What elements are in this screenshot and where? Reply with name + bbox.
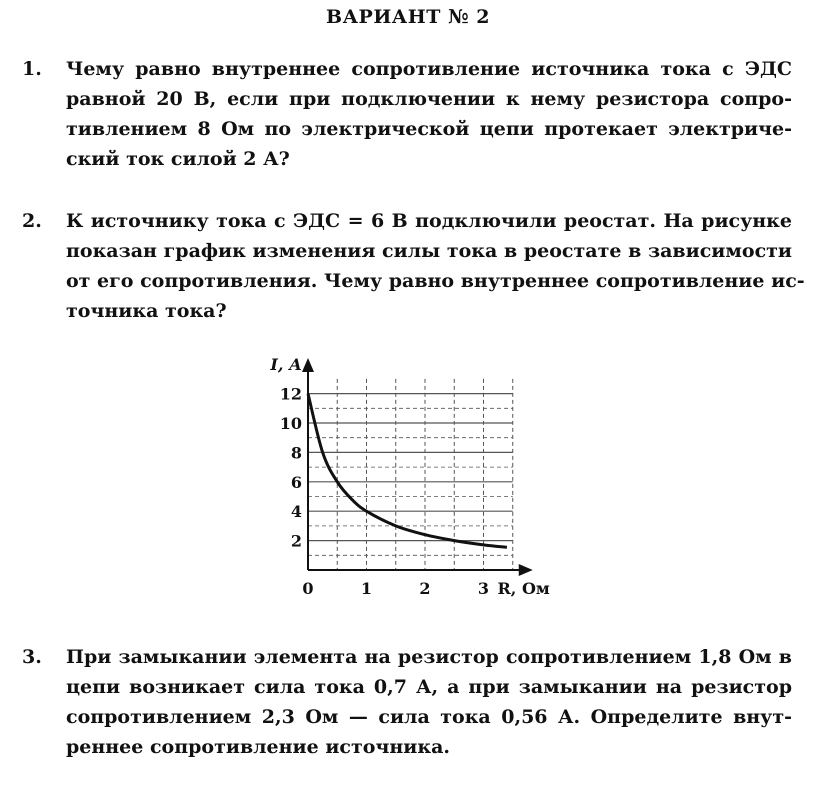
y-axis-arrow <box>302 358 314 372</box>
problem-text-line: тивлением 8 Ом по электрической цепи протекает электриче- <box>66 118 792 140</box>
current-curve <box>308 394 507 548</box>
chart-tick-labels <box>280 385 489 598</box>
y-tick-label: 10 <box>279 414 302 433</box>
problem-text-line: реннее сопротивление источника. <box>66 736 450 758</box>
x-axis-label: R, Ом <box>497 579 550 598</box>
x-tick-label: 1 <box>360 579 373 598</box>
problem-text-line: от его сопротивления. Чему равно внутреннее сопротивление ис- <box>66 270 805 292</box>
y-tick-label: 12 <box>279 384 302 404</box>
problem-text-line: точника тока? <box>66 300 227 322</box>
problem-text-line: При замыкании элемента на резистор сопротивлением 1,8 Ом в <box>66 646 792 668</box>
current-vs-resistance-chart <box>240 352 570 602</box>
x-tick-label: 0 <box>302 579 314 598</box>
problem-2 <box>22 206 805 326</box>
problem-number: 1. <box>22 58 42 80</box>
chart-grid <box>308 379 513 570</box>
y-tick-label: 6 <box>290 472 302 492</box>
x-tick-label: 2 <box>419 579 431 598</box>
problem-text-line: равной 20 В, если при подключении к нему резистора сопро- <box>66 88 792 110</box>
problem-1 <box>22 54 792 174</box>
y-axis-label: I, А <box>270 355 302 374</box>
problem-text-line: Чему равно внутреннее сопротивление источника тока с ЭДС <box>66 58 792 80</box>
problem-text-line: сопротивлением 2,3 Ом — сила тока 0,56 А. Определите внут- <box>66 706 792 728</box>
x-axis-arrow <box>519 564 533 576</box>
problem-text-line: ский ток силой 2 А? <box>66 148 290 170</box>
y-tick-label: 2 <box>290 531 302 551</box>
problem-text-line: К источнику тока с ЭДС = 6 В подключили реостат. На рисунке <box>66 210 792 232</box>
problem-text-line: показан график изменения силы тока в реостате в зависимости <box>66 240 792 262</box>
problem-number: 2. <box>22 210 42 232</box>
y-tick-label: 4 <box>290 502 302 522</box>
problem-number: 3. <box>22 646 42 668</box>
problem-3 <box>22 642 792 762</box>
y-tick-label: 8 <box>290 443 302 463</box>
variant-title: ВАРИАНТ № 2 <box>326 6 490 28</box>
x-tick-label: 3 <box>477 579 490 598</box>
problem-text-line: цепи возникает сила тока 0,7 А, а при замыкании на резистор <box>66 676 792 698</box>
